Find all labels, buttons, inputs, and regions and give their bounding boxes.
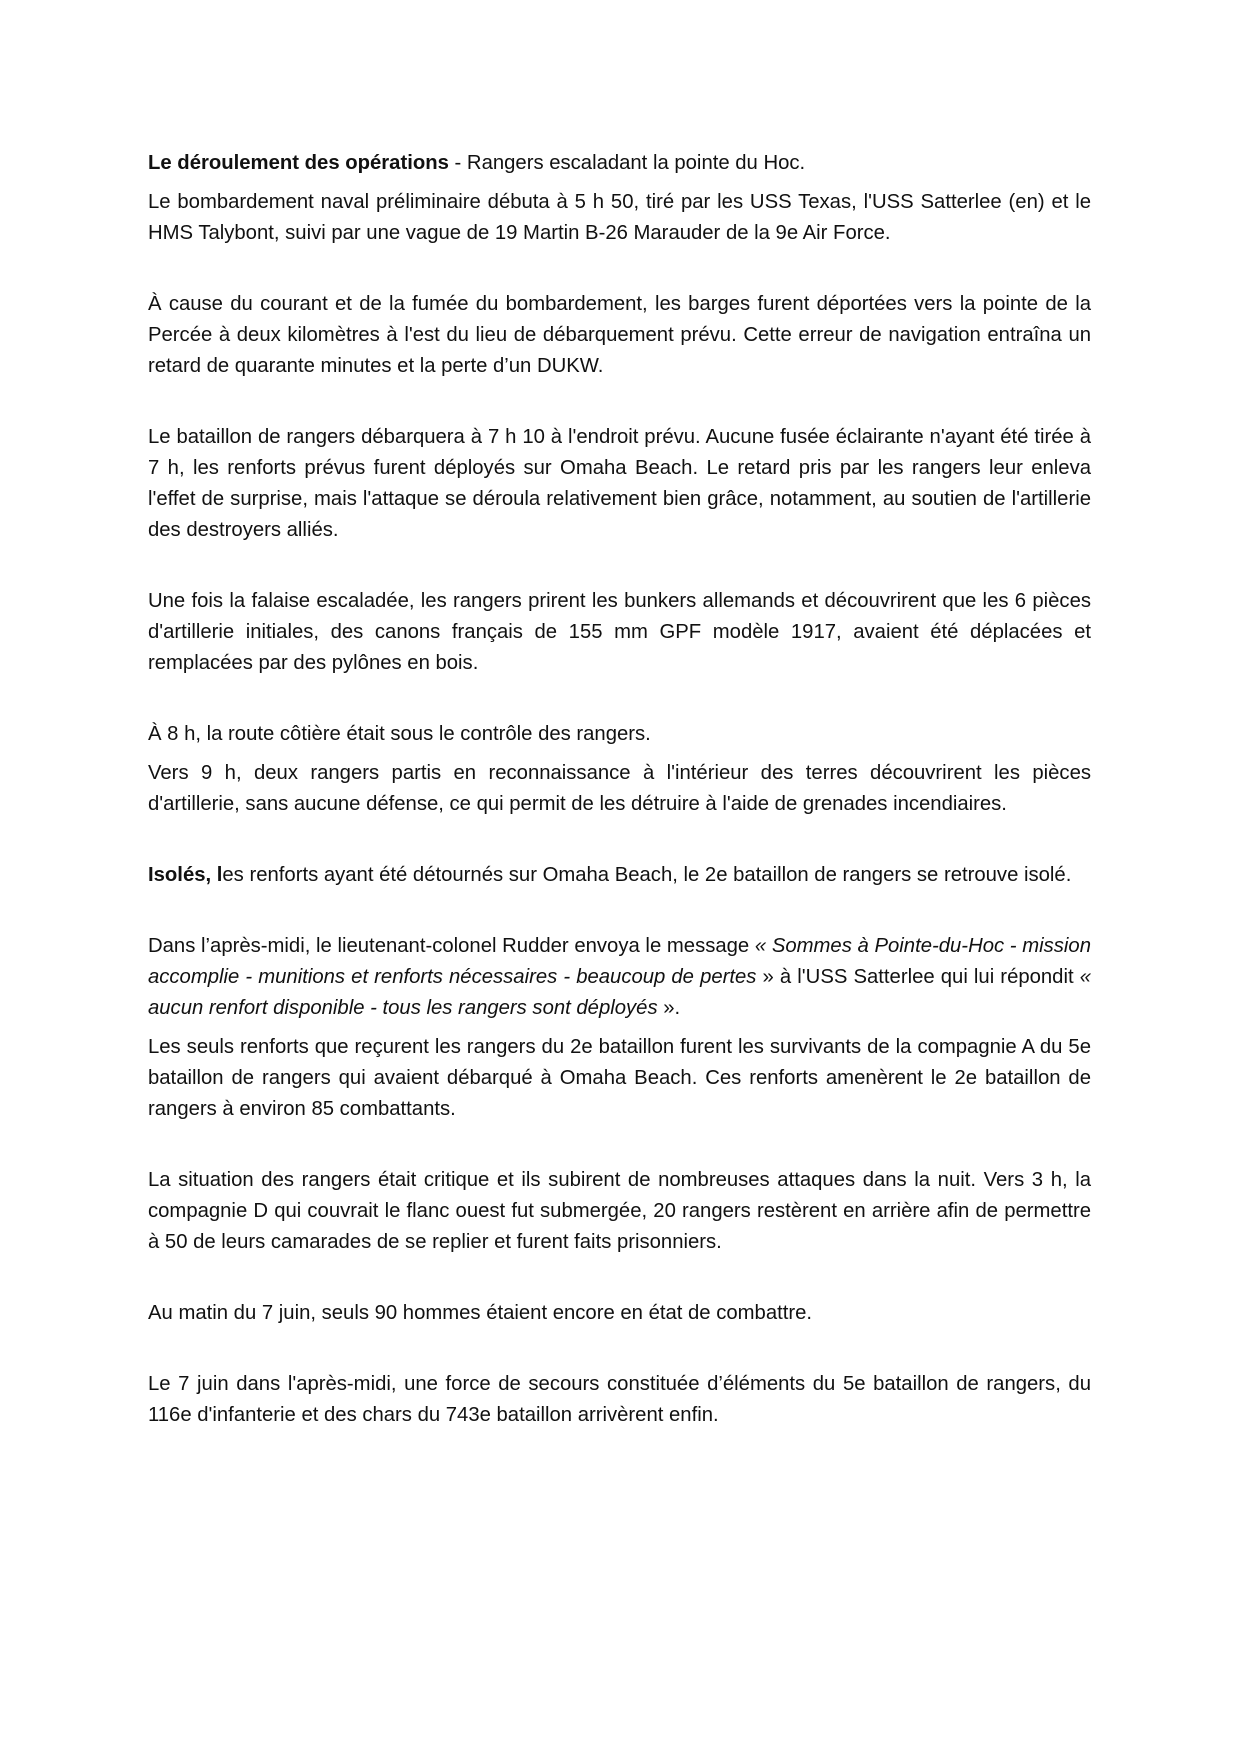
paragraph-landing: Le bataillon de rangers débarquera à 7 h 10 à l'endroit prévu. Aucune fusée éclairante n'ayant été tirée à 7 h, les renforts prévus furent déployés sur Omaha Beach. Le retard pris par les rangers leur enleva l'effet de surprise, mais l'attaque se déroula relativement bien grâce, notamment, au soutien de l'artillerie des destroyers alliés. [148,426,1091,541]
message-intro: Dans l’après-midi, le lieutenant-colonel Rudder envoya le message [148,935,755,957]
section-title: Le déroulement des opérations [148,152,449,174]
paragraph-artillery-found: Vers 9 h, deux rangers partis en reconnaissance à l'intérieur des terres découvrirent les pièces d'artillerie, sans aucune défense, ce qui permit de les détruire à l'aide de grenades incendiaires. [148,762,1091,815]
message-quote: « Sommes à Pointe-du-Hoc - mission accomplie - munitions et renforts nécessaires - beaucoup de pertes [148,935,1091,988]
paragraph-relief-force: Le 7 juin dans l'après-midi, une force de secours constituée d’éléments du 5e bataillon de rangers, du 116e d'infanterie et des chars du 743e bataillon arrivèrent enfin. [148,1373,1091,1426]
isolated-text: es renforts ayant été détournés sur Omaha Beach, le 2e bataillon de rangers se retrouve isolé. [222,864,1072,886]
message-middle: » à l'USS Satterlee qui lui répondit [756,966,1080,988]
message-reply-quote: « aucun renfort disponible - tous les rangers sont déployés [148,966,1091,1019]
paragraph-current-smoke: À cause du courant et de la fumée du bombardement, les barges furent déportées vers la pointe de la Percée à deux kilomètres à l'est du lieu de débarquement prévu. Cette erreur de navigation entraîna un retard de quarante minutes et la perte d’un DUKW. [148,293,1091,377]
message-end: ». [657,997,681,1019]
paragraph-june-7-morning: Au matin du 7 juin, seuls 90 hommes étaient encore en état de combattre. [148,1302,813,1324]
paragraph-cliff-bunkers: Une fois la falaise escaladée, les rangers prirent les bunkers allemands et découvrirent que les 6 pièces d'artillerie initiales, des canons français de 155 mm GPF modèle 1917, avaient été déplacées et remplacées par des pylônes en bois. [148,590,1091,674]
section-subtitle: - Rangers escaladant la pointe du Hoc. [448,152,806,174]
paragraph-heading [148,148,1091,179]
paragraph-critical-situation: La situation des rangers était critique et ils subirent de nombreuses attaques dans la nuit. Vers 3 h, la compagnie D qui couvrait le flanc ouest fut submergée, 20 rangers restèrent en arrière afin de permettre à 50 de leurs camarades de se replier et furent faits prisonniers. [148,1169,1091,1253]
paragraph-coastal-road: À 8 h, la route côtière était sous le contrôle des rangers. [148,723,651,745]
paragraph-reinforcements: Les seuls renforts que reçurent les rangers du 2e bataillon furent les survivants de la compagnie A du 5e bataillon de rangers qui avaient débarqué à Omaha Beach. Ces renforts amenèrent le 2e bataillon de rangers à environ 85 combattants. [148,1036,1091,1120]
paragraph-isolated [148,860,1091,891]
paragraph-bombardment: Le bombardement naval préliminaire débuta à 5 h 50, tiré par les USS Texas, l'USS Satterlee (en) et le HMS Talybont, suivi par une vague de 19 Martin B-26 Marauder de la 9e Air Force. [148,191,1091,244]
isolated-bold-lead: Isolés, l [148,864,223,886]
paragraph-rudder-message [148,931,1091,1024]
